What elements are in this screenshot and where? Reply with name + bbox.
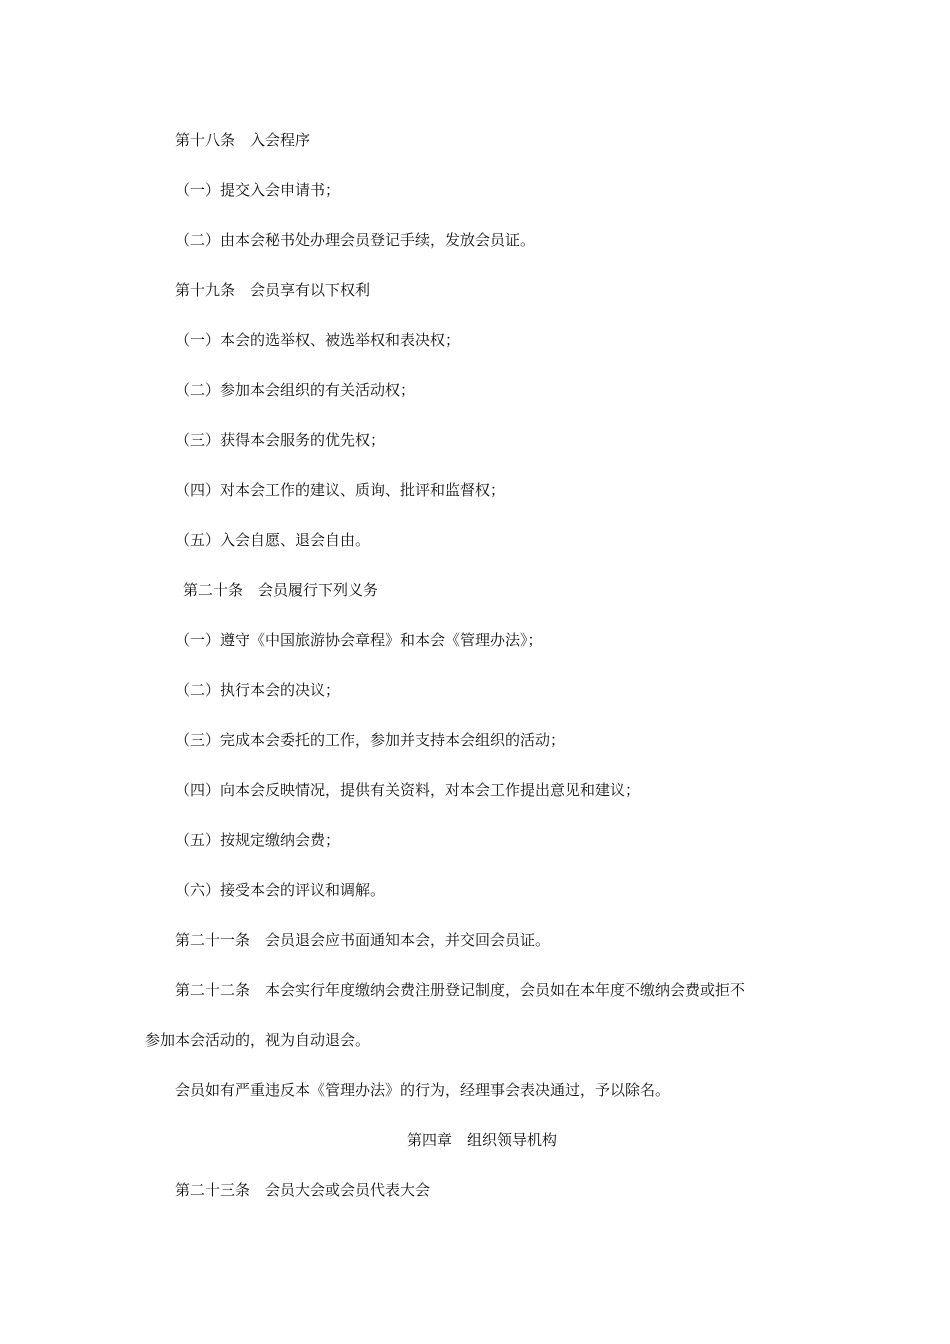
article-18-heading: 第十八条 入会程序 [175, 131, 311, 149]
article-19-heading: 第十九条 会员享有以下权利 [175, 281, 371, 299]
chapter-4-title: 第四章 组织领导机构 [407, 1131, 558, 1149]
article-19-item-5: （五）入会自愿、退会自由。 [175, 531, 371, 549]
article-22-text-line-1: 第二十二条 本会实行年度缴纳会费注册登记制度，会员如在本年度不缴纳会费或拒不 [175, 981, 746, 999]
article-18-item-2: （二）由本会秘书处办理会员登记手续，发放会员证。 [175, 231, 536, 249]
article-23-heading: 第二十三条 会员大会或会员代表大会 [175, 1181, 431, 1199]
article-20-heading: 第二十条 会员履行下列义务 [183, 581, 379, 599]
article-19-item-2: （二）参加本会组织的有关活动权； [175, 381, 416, 399]
article-22-text-line-2: 参加本会活动的，视为自动退会。 [145, 1031, 371, 1049]
article-18-item-1: （一）提交入会申请书； [175, 181, 341, 199]
article-20-item-4: （四）向本会反映情况，提供有关资料，对本会工作提出意见和建议； [175, 781, 641, 799]
article-19-item-1: （一）本会的选举权、被选举权和表决权； [175, 331, 461, 349]
article-19-item-3: （三）获得本会服务的优先权； [175, 431, 386, 449]
article-20-item-5: （五）按规定缴纳会费； [175, 831, 341, 849]
article-20-item-1: （一）遵守《中国旅游协会章程》和本会《管理办法》； [175, 631, 543, 649]
article-19-item-4: （四）对本会工作的建议、质询、批评和监督权； [175, 481, 506, 499]
article-21-text: 第二十一条 会员退会应书面通知本会，并交回会员证。 [175, 931, 551, 949]
expulsion-clause: 会员如有严重违反本《管理办法》的行为，经理事会表决通过，予以除名。 [175, 1081, 671, 1099]
article-20-item-3: （三）完成本会委托的工作，参加并支持本会组织的活动； [175, 731, 566, 749]
article-20-item-6: （六）接受本会的评议和调解。 [175, 881, 386, 899]
article-20-item-2: （二）执行本会的决议； [175, 681, 341, 699]
